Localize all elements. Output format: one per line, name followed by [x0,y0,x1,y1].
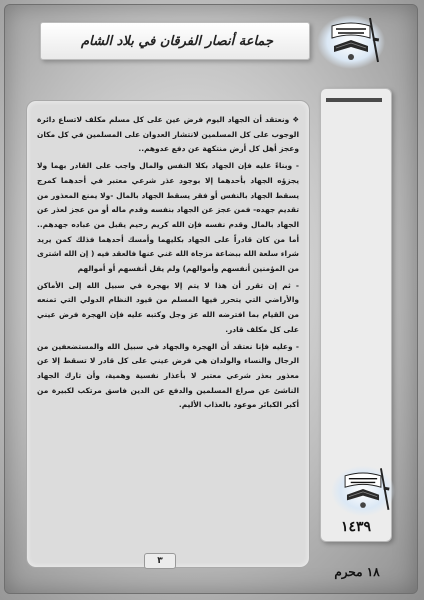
header-title: جماعة أنصار الفرقان في بلاد الشام [80,33,273,49]
group-emblem-icon [330,462,396,518]
paragraph: - وبناءً عليه فإن الجهاد بكلا النفس والمال واجب على القادر بهما ولا يجزؤه الجهاد بأحدهما إلا بوجود عذر شرعي معتبر في أحدهما كمرج يسقط الجهاد بالنفس أو فقر يسقط الجهاد بالمال -ولا يمنع المعذور من تقديم جهده- فمن عجز عن الجهاد بنفسه وقدم ماله أو من عجز لعذر عن الجهاد بالمال وقدم نفسه فإن الله كريم رحيم يقبل من عباده جهدهم.. أما من كان قادراً على الجهاد بكليهما وأمسك أحدهما فذلك كمن يريد شراء سلعة الله ببضاعة مزجاة الله غني عنها فالعقد فيه ( إن الله اشترى من المؤمنين أنفسهم وأموالهم) ولم يقل أنفسهم أو أموالهم [37,161,299,274]
content-box [26,100,310,568]
hijri-year: ١٤٣٩ [340,519,372,535]
group-emblem-icon [316,12,386,70]
page-number: ٣ [144,553,176,569]
header-bar [40,22,310,60]
hijri-date: ١٨ محرم [334,565,380,579]
sidebar-accent-bar [326,98,382,102]
paragraph: - وعليه فإنا نعتقد أن الهجرة والجهاد في سبيل الله والمستضعفين من الرجال والنساء والولدان هي فرض عيني على كل قادر لا تسقط إلا عن معذور بعذر شرعي معتبر لا بأعذار نفسية وهمية، وأن تارك الجهاد الناشئ عن صراع المسلمين والدفع عن الدين فاسق مرتكب لكبيرة من أكبر الكبائر موعود بالعذاب الأليم. [37,341,299,410]
paragraph: - ثم إن تقرر أن هذا لا يتم إلا بهجرة في سبيل الله إلى الأماكن والأراضي التي يتحرر فيها المسلم من قيود النظام الدولي التي تمنعه من القيام بما افترضه الله عز وجل وكتبه عليه فإن الهجرة فرض عيني على كل مكلف قادر. [37,280,299,334]
paragraph: ❖ ونعتقد أن الجهاد اليوم فرض عين على كل مسلم مكلف لاتساع دائرة الوجوب على كل المسلمين لانتشار العدوان على المسلمين في كل مكان وعجز أهل كل أرض منتكهة عن دفع عدوهم.. [37,115,299,154]
